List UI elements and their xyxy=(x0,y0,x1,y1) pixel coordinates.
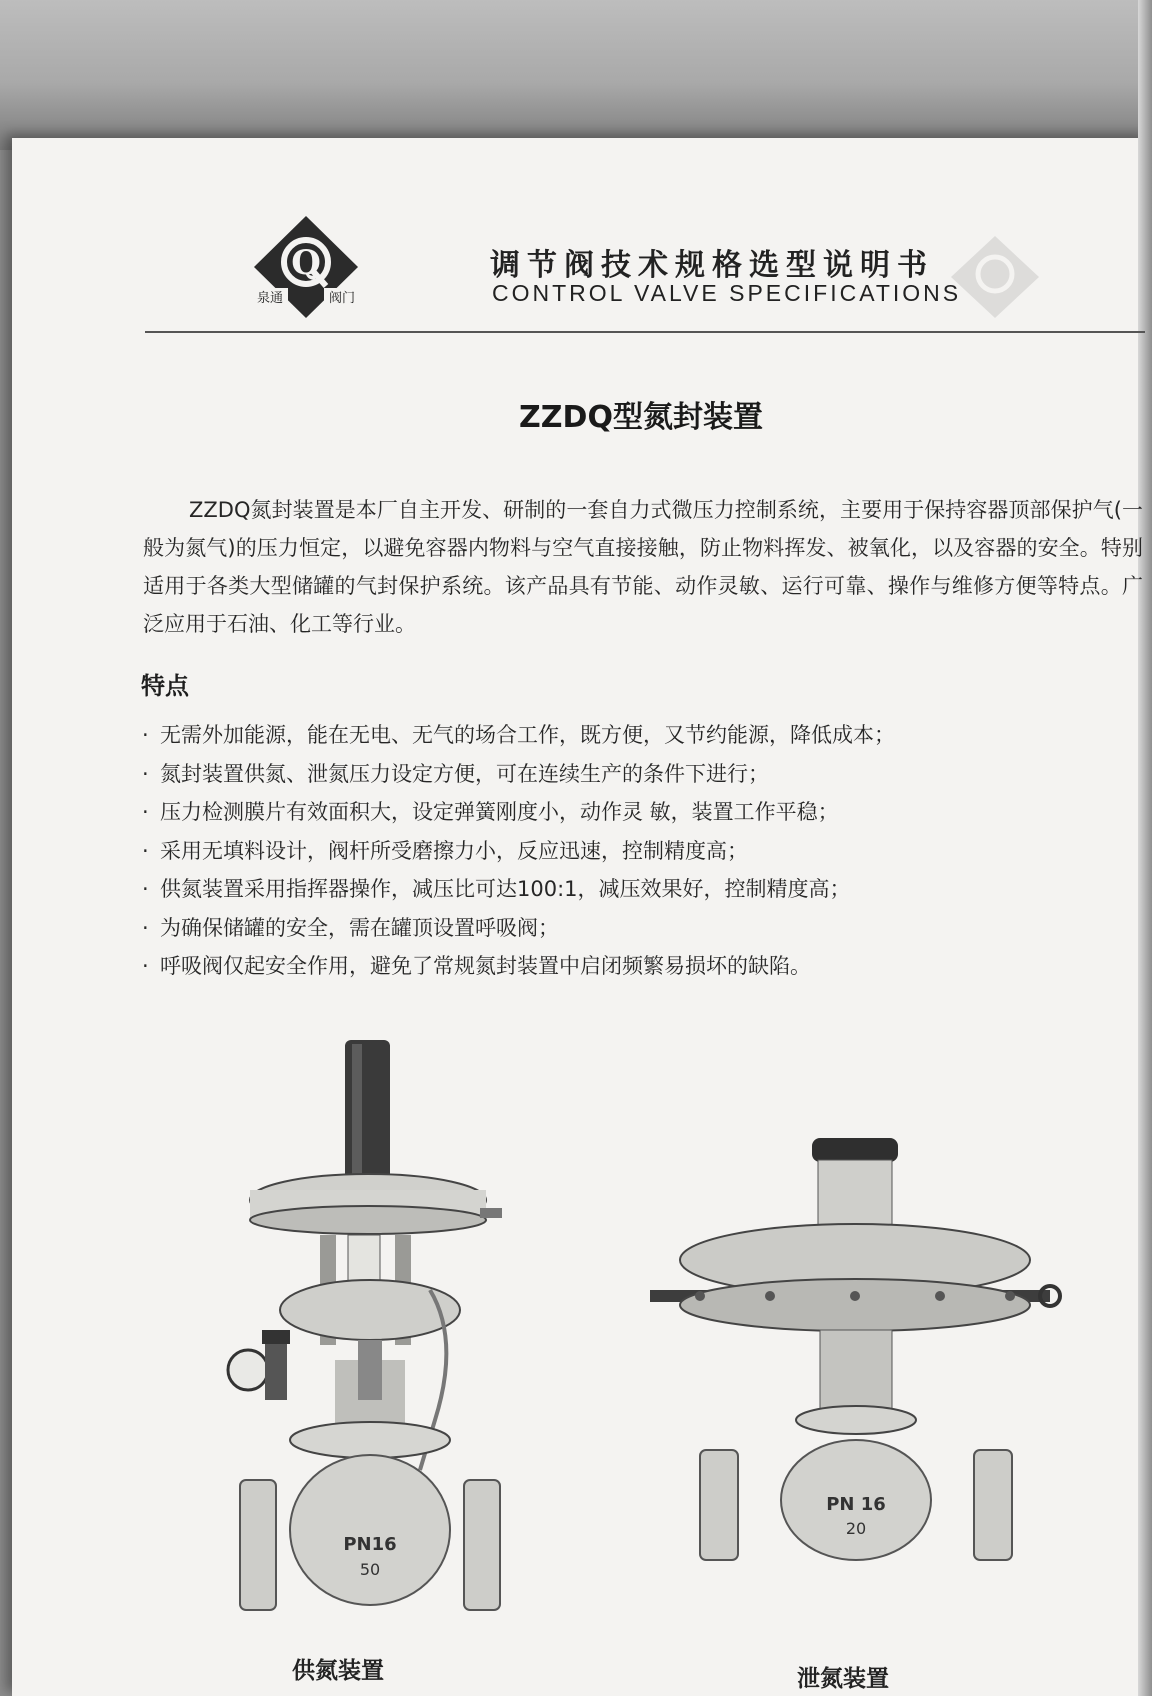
valve-pn-label: PN 16 xyxy=(826,1494,886,1515)
feature-text: 供氮装置采用指挥器操作，减压比可达100:1，减压效果好，控制精度高； xyxy=(160,877,851,901)
feature-item xyxy=(142,716,895,755)
bullet: · xyxy=(142,915,149,940)
bullet: · xyxy=(142,761,149,786)
nitrogen-release-valve-photo xyxy=(640,1120,1100,1580)
features-heading: 特点 xyxy=(141,672,189,700)
valve-pn-label: PN16 xyxy=(343,1534,397,1555)
header-title-cn: 调节阀技术规格选型说明书 xyxy=(490,248,934,283)
feature-text: 无需外加能源，能在无电、无气的场合工作，既方便，又节约能源，降低成本； xyxy=(160,723,895,747)
feature-item xyxy=(142,793,895,832)
bullet: · xyxy=(142,838,149,863)
feature-item xyxy=(142,909,895,948)
intro-paragraph: ZZDQ氮封装置是本厂自主开发、研制的一套自力式微压力控制系统，主要用于保持容器顶部保护气(一般为氮气)的压力恒定，以避免容器内物料与空气直接接触，防止物料挥发、被氧化，以及容器的安全。特别适用于各类大型储罐的气封保护系统。该产品具有节能、动作灵敏、运行可靠、操作与维修方便等特点。广泛应用于石油、化工等行业。 xyxy=(143,498,1143,636)
header-title-en: CONTROL VALVE SPECIFICATIONS xyxy=(492,280,962,306)
nitrogen-supply-caption: 供氮装置 xyxy=(292,1658,384,1684)
feature-text: 呼吸阀仅起安全作用，避免了常规氮封装置中启闭频繁易损坏的缺陷。 xyxy=(160,954,811,978)
feature-text: 压力检测膜片有效面积大，设定弹簧刚度小，动作灵 敏，装置工作平稳； xyxy=(160,800,839,824)
feature-text: 氮封装置供氮、泄氮压力设定方便，可在连续生产的条件下进行； xyxy=(160,761,769,786)
feature-item xyxy=(142,755,895,794)
bullet: · xyxy=(142,723,149,747)
logo-text-right: 阀门 xyxy=(328,291,356,306)
feature-item xyxy=(142,832,895,871)
feature-text: 为确保储罐的安全，需在罐顶设置呼吸阀； xyxy=(160,915,559,940)
valve-size-label: 20 xyxy=(845,1519,867,1538)
features-list xyxy=(142,716,895,986)
logo-letter: Q xyxy=(291,243,321,283)
valve-size-label: 50 xyxy=(359,1560,381,1579)
nitrogen-supply-valve-photo xyxy=(220,1040,540,1640)
page-edge xyxy=(1138,0,1152,1696)
logo-text-left: 泉通 xyxy=(256,291,284,306)
bullet: · xyxy=(142,800,149,824)
bullet: · xyxy=(142,877,149,901)
feature-text: 采用无填料设计，阀杆所受磨擦力小，反应迅速，控制精度高； xyxy=(160,838,748,863)
bullet: · xyxy=(142,954,149,978)
feature-item xyxy=(142,870,895,909)
scan-background xyxy=(0,0,1152,150)
company-logo xyxy=(246,212,366,322)
header-divider xyxy=(145,331,1145,333)
bleed-through-logo xyxy=(945,232,1045,322)
nitrogen-release-caption: 泄氮装置 xyxy=(797,1666,889,1692)
document-title: ZZDQ型氮封装置 xyxy=(519,400,763,435)
feature-item xyxy=(142,947,895,986)
